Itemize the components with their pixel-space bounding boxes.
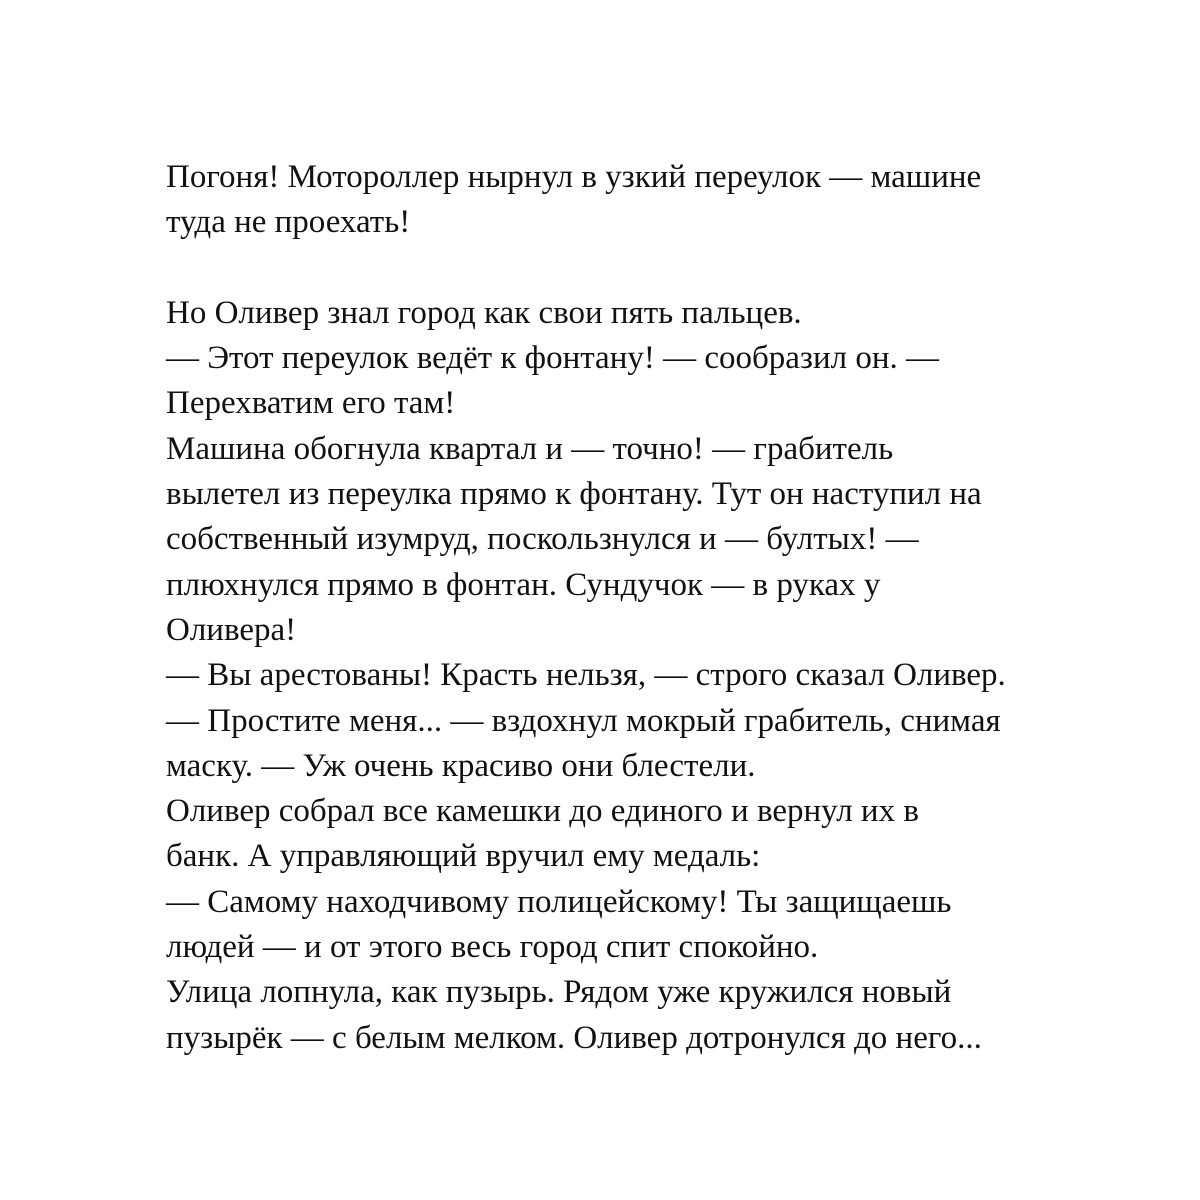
text-line: людей — и от этого весь город спит спокойно. (166, 929, 819, 966)
text-line: Погоня! Мотороллер нырнул в узкий переулок — машине (166, 159, 982, 195)
text-line: — Простите меня... — вздохнул мокрый грабитель, снимая (166, 702, 1001, 739)
text-line: туда не проехать! (166, 204, 411, 241)
text-line: Машина обогнула квартал и — точно! — грабитель (166, 430, 894, 467)
text-line: — Этот переулок ведёт к фонтану! — сообразил он. — (166, 340, 940, 377)
paragraph-arrest (166, 291, 1126, 1061)
text-line: собственный изумруд, поскользнулся и — бултых! — (166, 521, 919, 558)
text-line: Но Оливер знал город как свои пять пальцев. (166, 294, 802, 331)
story-text (166, 155, 1126, 1061)
text-line: банк. А управляющий вручил ему медаль: (166, 838, 761, 875)
text-line: Оливера! (166, 611, 297, 648)
text-line: — Вы арестованы! Красть нельзя, — строго сказал Оливер. (166, 657, 1006, 694)
text-line: плюхнулся прямо в фонтан. Сундучок — в руках у (166, 566, 881, 603)
text-line: — Самому находчивому полицейскому! Ты защищаешь (166, 883, 952, 920)
text-line: вылетел из переулка прямо к фонтану. Тут он наступил на (166, 476, 982, 513)
text-line: маску. — Уж очень красиво они блестели. (166, 747, 756, 784)
text-line: Улица лопнула, как пузырь. Рядом уже кружился новый (166, 974, 952, 1011)
text-line: пузырёк — с белым мелком. Оливер дотронулся до него... (166, 1019, 982, 1056)
paragraph-chase (166, 155, 1126, 246)
text-line: Перехватим его там! (166, 385, 456, 422)
text-line: Оливер собрал все камешки до единого и вернул их в (166, 793, 919, 830)
paragraph-gap (166, 246, 1126, 291)
